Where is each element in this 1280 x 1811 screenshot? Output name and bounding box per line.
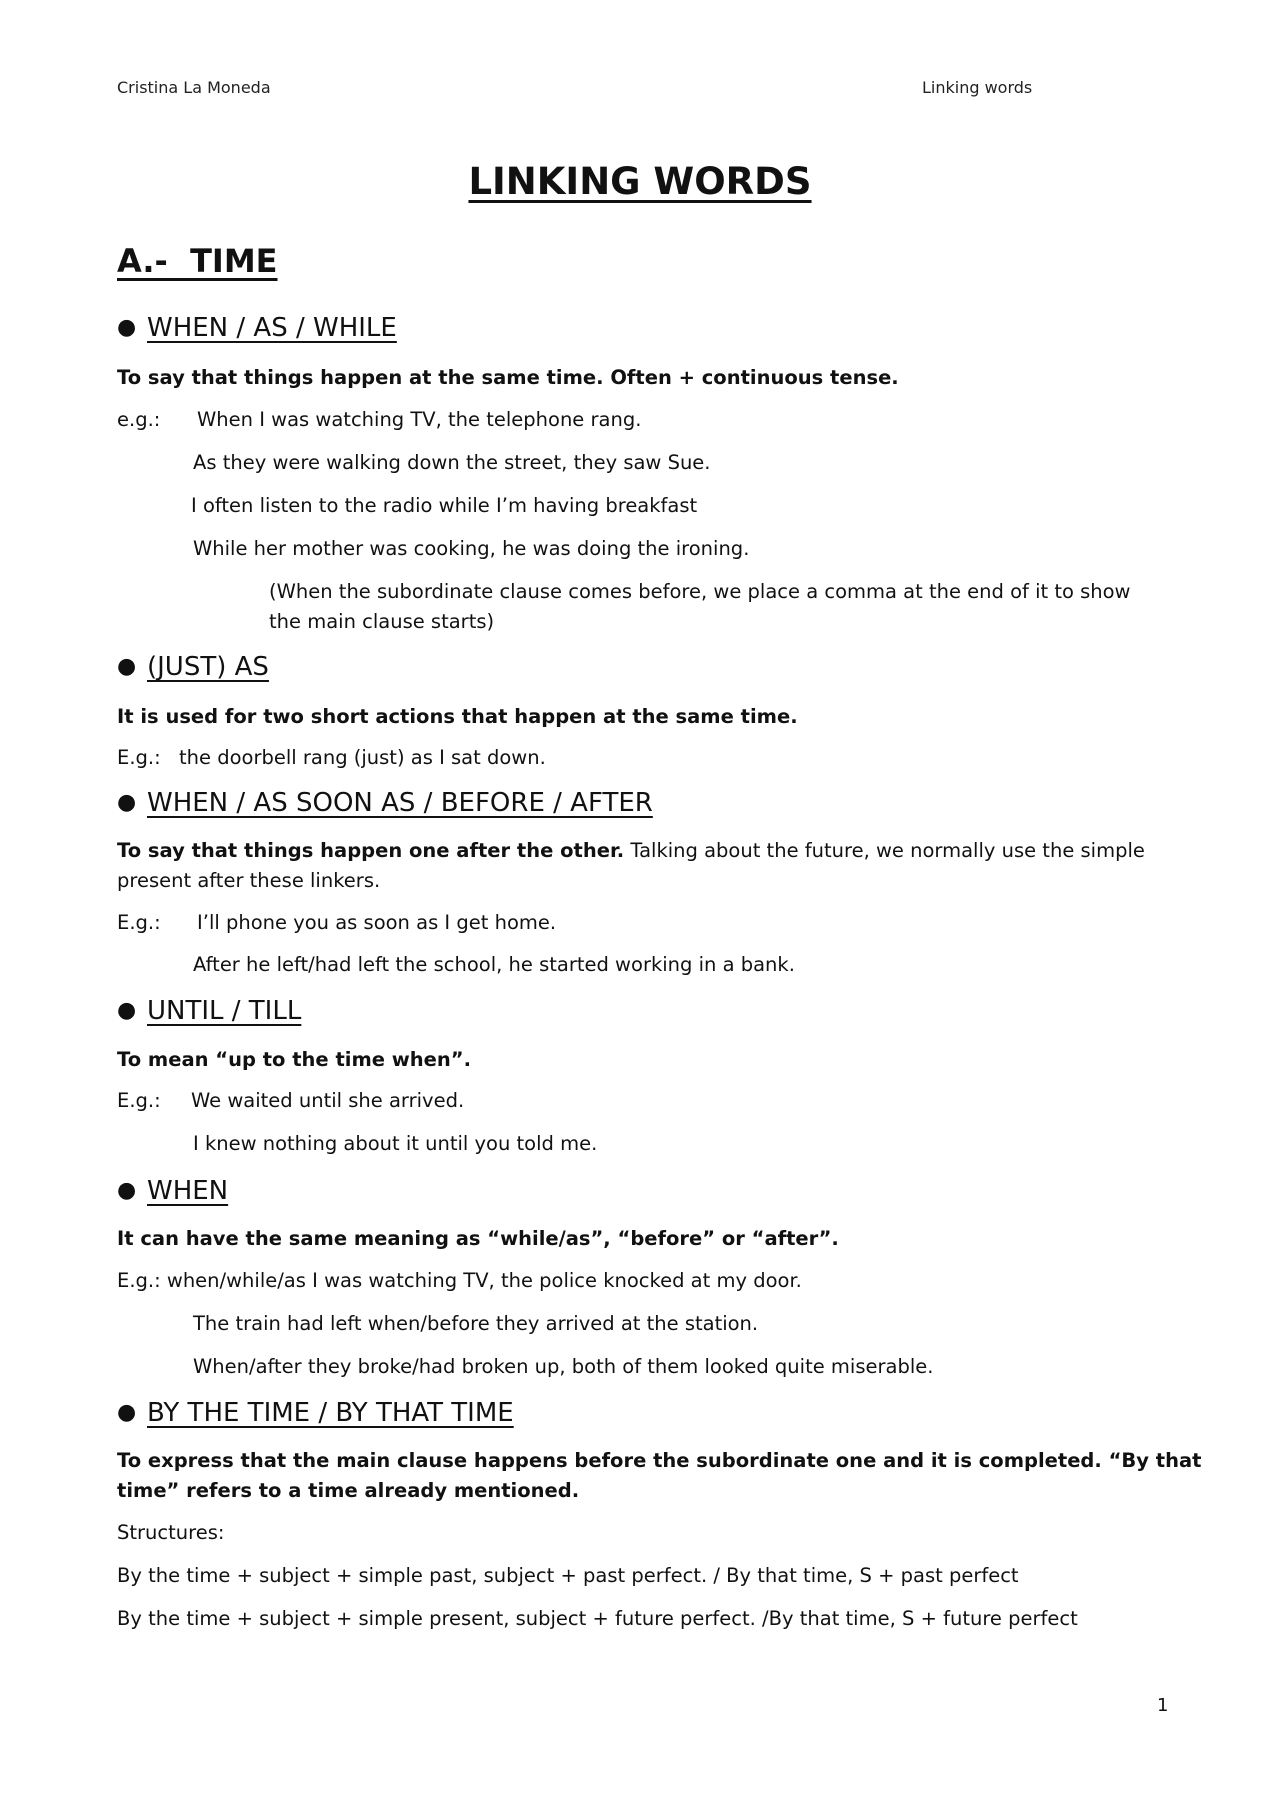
example-line: When/after they broke/had broken up, both of them looked quite miserable. [193, 1355, 934, 1378]
rule-text-line2: present after these linkers. [117, 869, 381, 892]
bullet-heading-by-the-time: ● BY THE TIME / BY THAT TIME [117, 1398, 514, 1428]
example-line: I knew nothing about it until you told me. [193, 1132, 598, 1155]
bullet-heading-just-as: ● (JUST) AS [117, 652, 269, 682]
header-author: Cristina La Moneda [117, 78, 271, 97]
rule-text: To say that things happen one after the other. Talking about the future, we normally use the simple [117, 839, 1145, 862]
eg-label: E.g.: [117, 911, 161, 934]
note-line: the main clause starts) [269, 610, 495, 633]
eg-label: e.g.: [117, 408, 161, 431]
bullet-icon: ● [117, 998, 137, 1023]
bullet-heading-before-after: ● WHEN / AS SOON AS / BEFORE / AFTER [117, 788, 653, 818]
rule-text: To say that things happen at the same time. Often + continuous tense. [117, 366, 899, 389]
rule-text-line2: time” refers to a time already mentioned. [117, 1479, 580, 1502]
example-line: the doorbell rang (just) as I sat down. [179, 746, 546, 769]
page-title: LINKING WORDS [468, 160, 812, 203]
rule-text: It can have the same meaning as “while/as”, “before” or “after”. [117, 1227, 839, 1250]
rule-text: To mean “up to the time when”. [117, 1048, 472, 1071]
bullet-icon: ● [117, 1400, 137, 1425]
example-line: The train had left when/before they arrived at the station. [193, 1312, 759, 1335]
example-line: I often listen to the radio while I’m having breakfast [191, 494, 698, 517]
bullet-heading-when-as-while: ● WHEN / AS / WHILE [117, 313, 397, 343]
section-title: A.- TIME [117, 242, 278, 280]
bullet-heading-until: ● UNTIL / TILL [117, 996, 302, 1026]
example-line: When I was watching TV, the telephone rang. [197, 408, 642, 431]
example-line: As they were walking down the street, they saw Sue. [193, 451, 711, 474]
bullet-icon: ● [117, 654, 137, 679]
eg-label: E.g.: [117, 1089, 161, 1112]
structure-line: By the time + subject + simple present, subject + future perfect. /By that time, S + future perfect [117, 1607, 1078, 1630]
note-line: (When the subordinate clause comes before, we place a comma at the end of it to show [269, 580, 1131, 603]
bullet-icon: ● [117, 315, 137, 340]
structures-label: Structures: [117, 1521, 225, 1544]
structure-line: By the time + subject + simple past, subject + past perfect. / By that time, S + past perfect [117, 1564, 1019, 1587]
eg-line: E.g.: when/while/as I was watching TV, the police knocked at my door. [117, 1269, 802, 1292]
example-line: We waited until she arrived. [191, 1089, 465, 1112]
rule-text: To express that the main clause happens before the subordinate one and it is completed. “By that [117, 1449, 1202, 1472]
example-line: After he left/had left the school, he started working in a bank. [193, 953, 795, 976]
example-line: I’ll phone you as soon as I get home. [197, 911, 557, 934]
header-topic: Linking words [922, 78, 1033, 97]
rule-text: It is used for two short actions that happen at the same time. [117, 705, 798, 728]
example-line: While her mother was cooking, he was doing the ironing. [193, 537, 750, 560]
eg-label: E.g.: [117, 746, 161, 769]
page-number: 1 [1157, 1695, 1169, 1716]
bullet-icon: ● [117, 1178, 137, 1203]
bullet-heading-when: ● WHEN [117, 1176, 229, 1206]
bullet-icon: ● [117, 790, 137, 815]
